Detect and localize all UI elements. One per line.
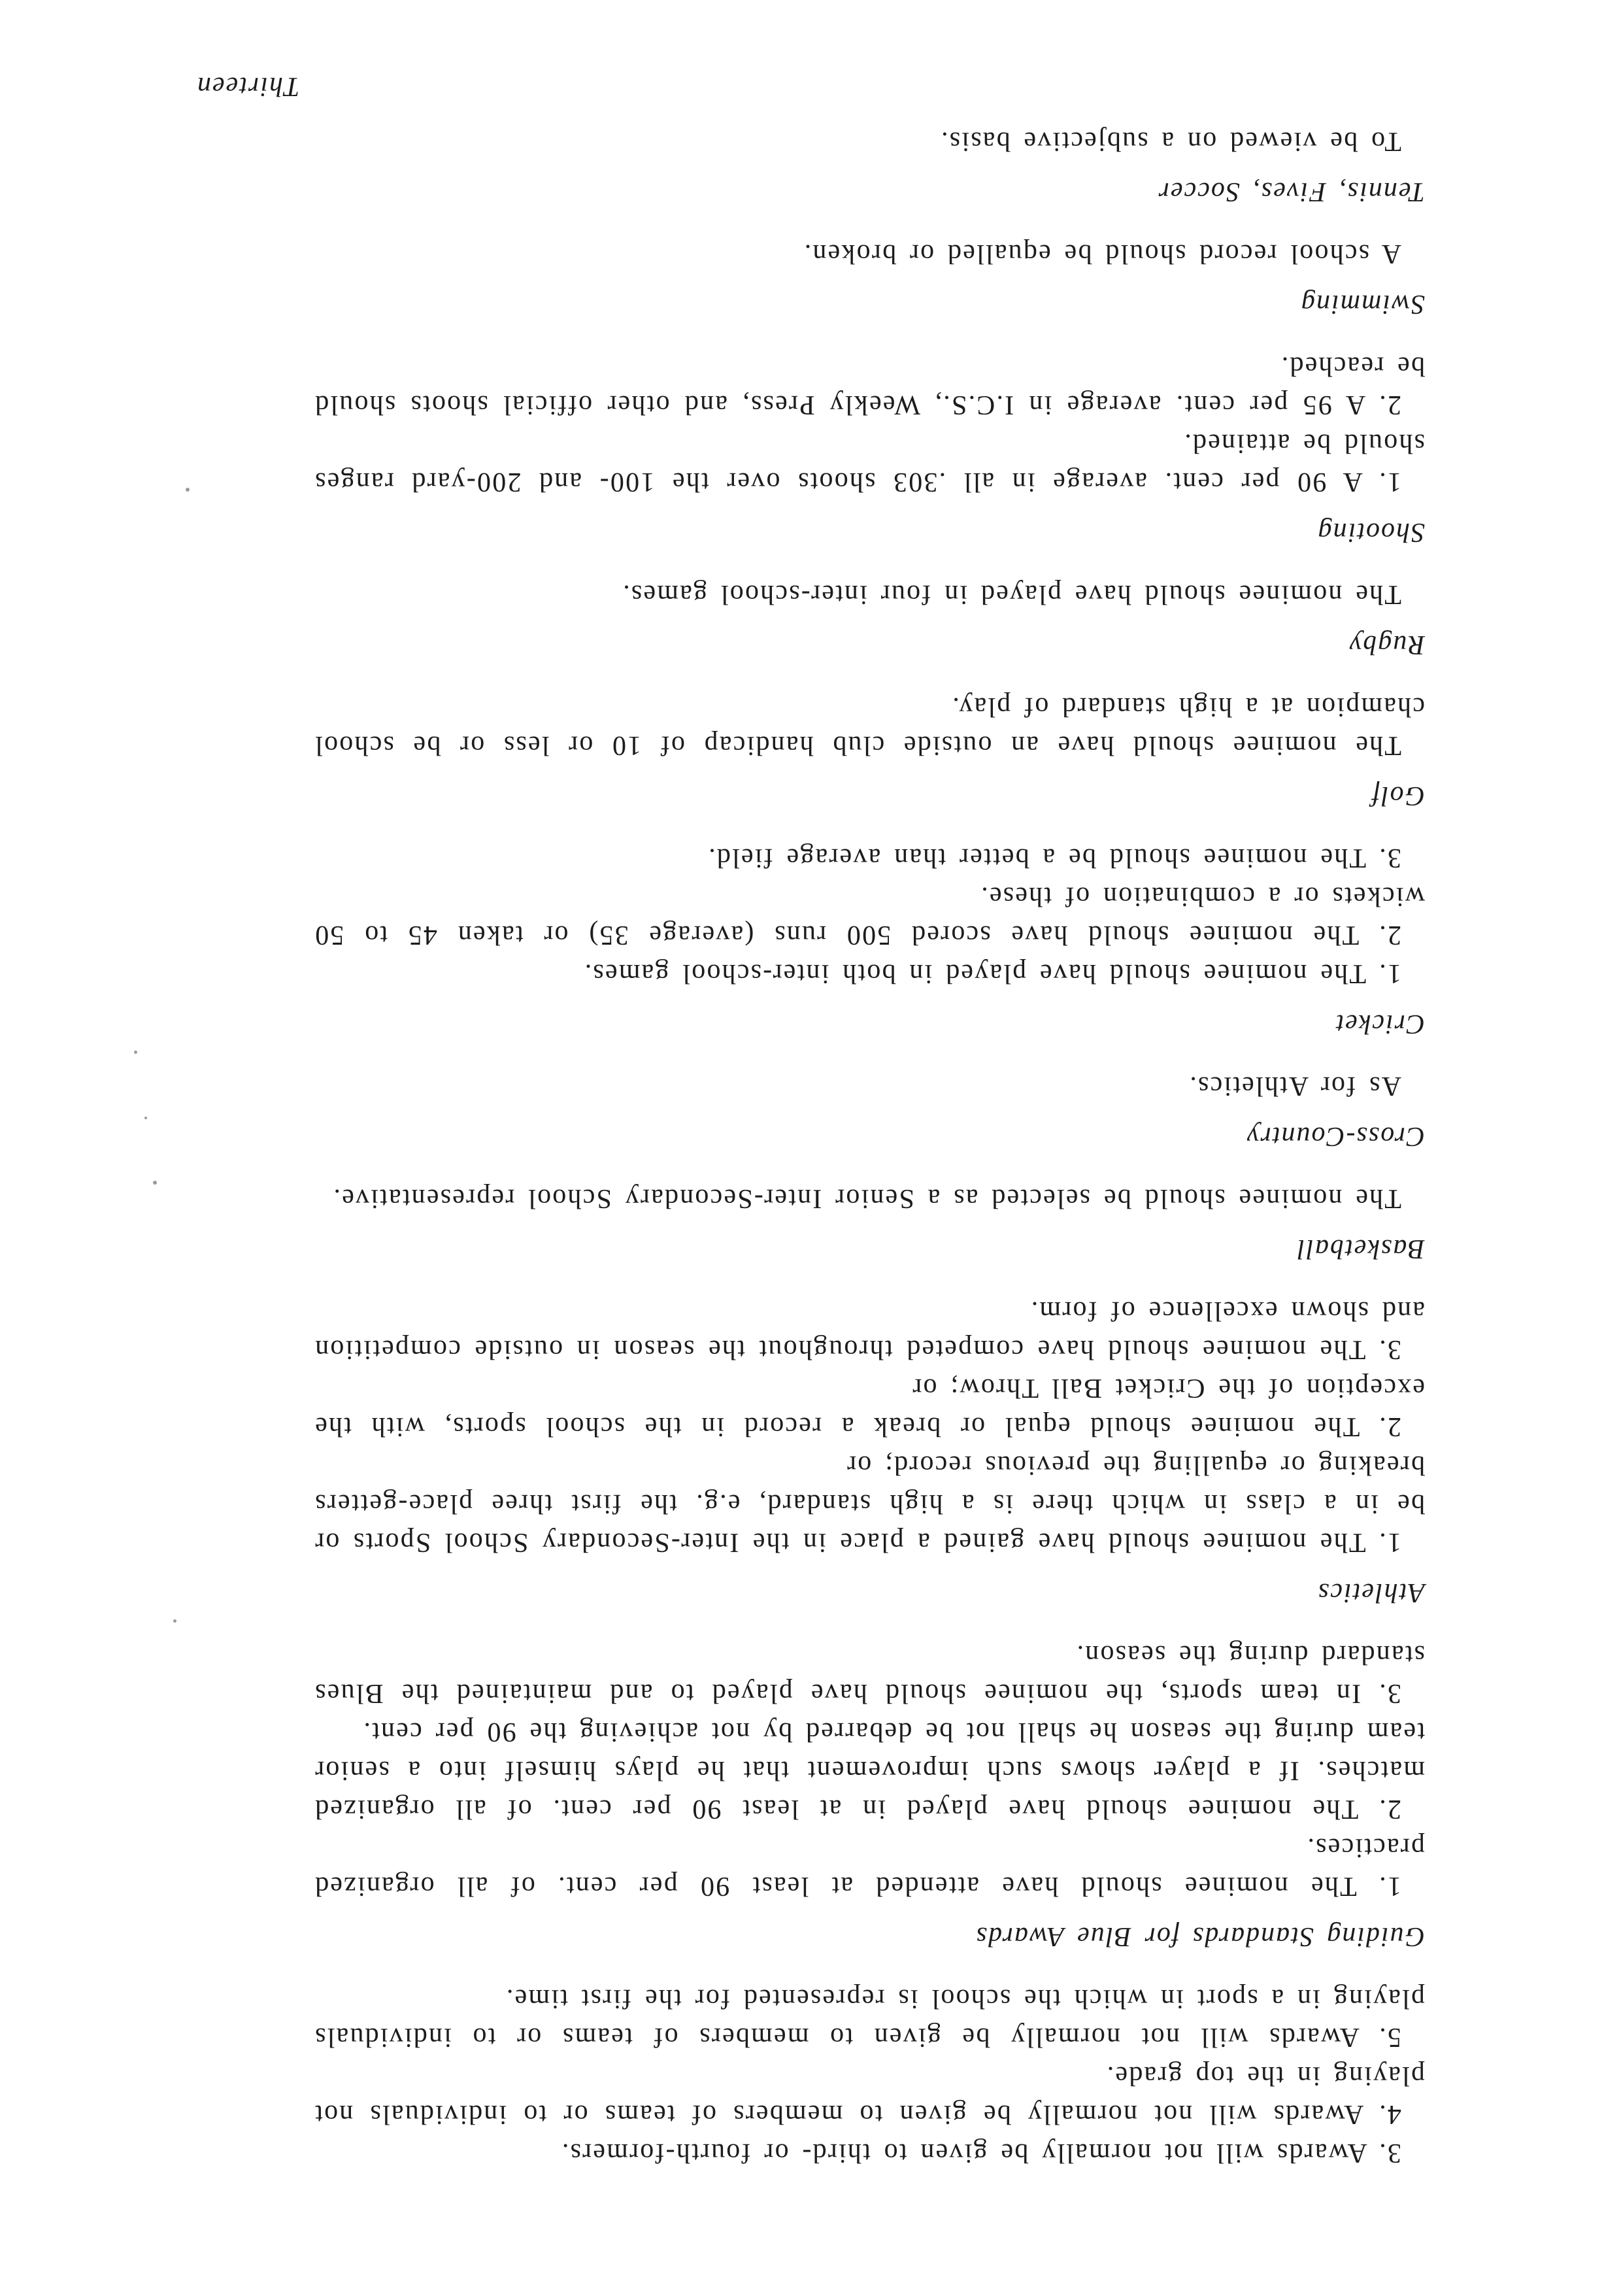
section-golf	[314, 687, 1425, 815]
cross-country-item: As for Athletics.	[1188, 1071, 1401, 1101]
section-heading-tennis-fives-soccer: Tennis, Fives, Soccer	[1157, 177, 1425, 207]
section-heading-cross-country: Cross-Country	[1245, 1121, 1425, 1151]
section-tennis-fives-soccer	[314, 122, 1425, 211]
guiding-item-3: 3. In team sports, the nominee should have played to and maintained the Blues standard during the season.	[314, 1640, 1425, 1708]
section-heading-golf: Golf	[1371, 781, 1425, 811]
section-athletics	[314, 1291, 1425, 1612]
scan-speck	[134, 1051, 137, 1054]
intro-item-4: 4. Awards will not normally be given to members of teams or to individuals not playing in the top grade.	[314, 2061, 1425, 2129]
shooting-item-2: 2. A 95 per cent. average in I.C.S., Weekly Press, and other official shoots should be reached.	[314, 351, 1425, 420]
intro-item-3: 3. Awards will not normally be given to third- or fourth-formers.	[560, 2138, 1401, 2168]
section-heading-rugby: Rugby	[1348, 630, 1425, 660]
tennis-fives-soccer-item: To be viewed on a subjective basis.	[939, 126, 1401, 156]
section-heading-swimming: Swimming	[1299, 289, 1425, 319]
section-heading-shooting: Shooting	[1316, 517, 1425, 547]
rugby-item: The nominee should have played in four inter-school games.	[622, 579, 1401, 609]
guiding-item-1: 1. The nominee should have attended at least 90 per cent. of all organized practices.	[314, 1832, 1425, 1901]
page-number: Thirteen	[196, 71, 300, 101]
section-cross-country	[314, 1066, 1425, 1155]
section-basketball	[314, 1179, 1425, 1268]
section-rugby	[314, 575, 1425, 664]
guiding-standards-heading: Guiding Standards for Blue Awards	[975, 1921, 1425, 1951]
guiding-item-2: 2. The nominee should have played in at least 90 per cent. of all organized matches. If a player shows such improvement that he plays himself into a senior team during the season he shall not be debarred by not achieving the 90 per cent.	[314, 1717, 1425, 1824]
swimming-item: A school record should be equalled or broken.	[803, 239, 1401, 269]
cricket-item-3: 3. The nominee should be a better than average field.	[707, 843, 1401, 873]
section-heading-athletics: Athletics	[1317, 1578, 1425, 1608]
guiding-standards-section	[314, 1635, 1425, 1955]
intro-item-5: 5. Awards will not normally be given to members of teams or to individuals playing in a sport in which the school is represented for the first time.	[314, 1984, 1425, 2052]
athletics-item-3: 3. The nominee should have competed throughout the season in outside competition and shown excellence of form.	[314, 1296, 1425, 1364]
cricket-item-2: 2. The nominee should have scored 500 runs (average 35) or taken 45 to 50 wickets or a combination of these.	[314, 881, 1425, 950]
basketball-item: The nominee should be selected as a Senior Inter-Secondary School representative.	[332, 1183, 1401, 1213]
section-heading-basketball: Basketball	[1295, 1234, 1425, 1264]
cricket-item-1: 1. The nominee should have played in both inter-school games.	[583, 958, 1401, 988]
scan-speck	[173, 1619, 176, 1623]
section-cricket	[314, 838, 1425, 1043]
scan-speck	[186, 488, 190, 492]
section-swimming	[314, 234, 1425, 323]
section-shooting	[314, 346, 1425, 551]
scan-speck	[144, 1117, 147, 1119]
page-text-block	[314, 122, 1425, 2172]
athletics-item-1: 1. The nominee should have gained a place in the Inter-Secondary School Sports or be in a class in which there is a high standard, e.g. the first three place-getters breaking or equalling the previous record; or	[314, 1450, 1425, 1557]
athletics-item-2: 2. The nominee should equal or break a record in the school sports, with the exception of the Cricket Ball Throw; or	[314, 1373, 1425, 1442]
scan-speck	[153, 1181, 157, 1185]
shooting-item-1: 1. A 90 per cent. average in all .303 shoots over the 100- and 200-yard ranges should be attained.	[314, 428, 1425, 497]
section-heading-cricket: Cricket	[1335, 1009, 1425, 1039]
golf-item: The nominee should have an outside club handicap of 10 or less or be school champion at a high standard of play.	[314, 692, 1425, 760]
